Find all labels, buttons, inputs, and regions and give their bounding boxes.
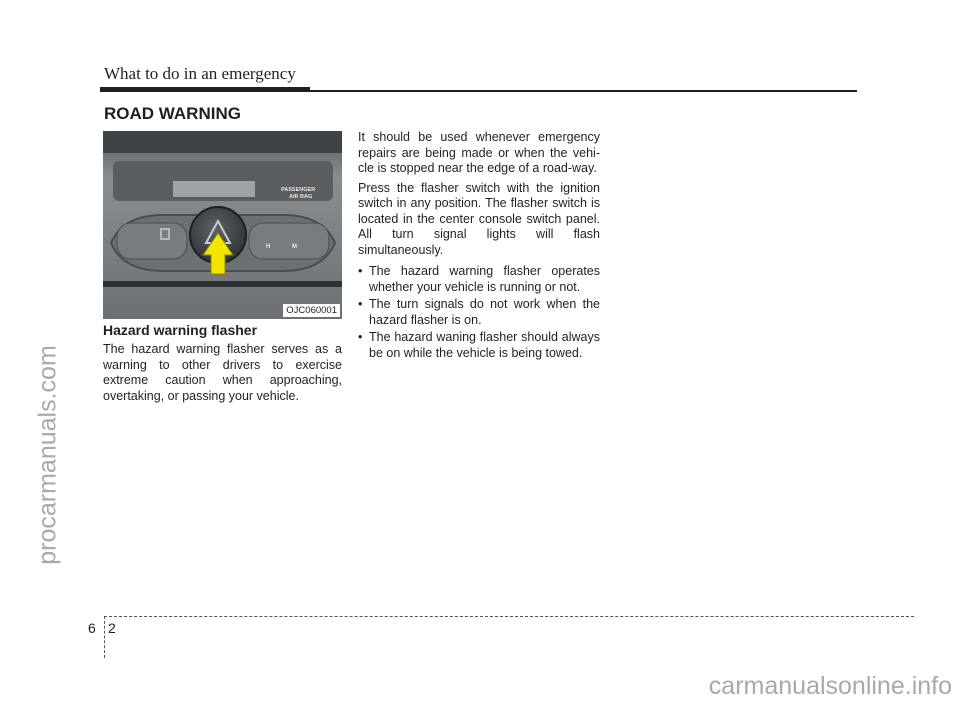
hazard-switch-illustration (103, 131, 342, 319)
bullet-item: • The hazard warning flasher operates whether your vehicle is running or not. (358, 264, 600, 295)
bullet-item: • The turn signals do not work when the hazard flasher is on. (358, 297, 600, 328)
figure-panel-label-1: PASSENGER (281, 187, 316, 193)
bullet-item: • The hazard waning flasher should always be on while the vehicle is being towed. (358, 330, 600, 361)
subheading-hazard-warning-flasher: Hazard warning flasher (103, 322, 258, 338)
header-accent-bar (100, 87, 310, 92)
hazard-switch-figure (103, 131, 342, 319)
bottom-watermark: carmanualsonline.info (708, 672, 952, 700)
side-watermark: procarmanuals.com (33, 345, 62, 565)
figure-button-h-label: H (266, 244, 271, 250)
figure-button-m-label: M (292, 244, 297, 250)
section-number: 6 (88, 620, 96, 636)
body-paragraph-2: Press the flasher switch with the ignition switch in any position. The flasher switch is located in the center console switch panel. All turn signal lights will flash simultaneously. (358, 180, 600, 257)
chapter-title: What to do in an emergency (104, 64, 296, 83)
bullet-list (358, 264, 600, 361)
body-paragraph-1: It should be used whenever emergency repairs are being made or when the vehi-cle is stopped near the edge of a road-way. (358, 130, 600, 175)
body-text-left: The hazard warning flasher serves as a warning to other drivers to exercise extreme caution when approaching, overtaking, or passing your vehicle. (103, 342, 342, 403)
header-rule (310, 90, 857, 92)
right-column (358, 130, 600, 363)
footer-rule (104, 616, 914, 617)
figure-panel-label-2: AIR BAG (289, 194, 313, 200)
section-heading: ROAD WARNING (104, 104, 241, 123)
figure-code: OJC060001 (283, 304, 340, 317)
footer-divider (104, 616, 105, 658)
page-number: 2 (108, 620, 116, 636)
